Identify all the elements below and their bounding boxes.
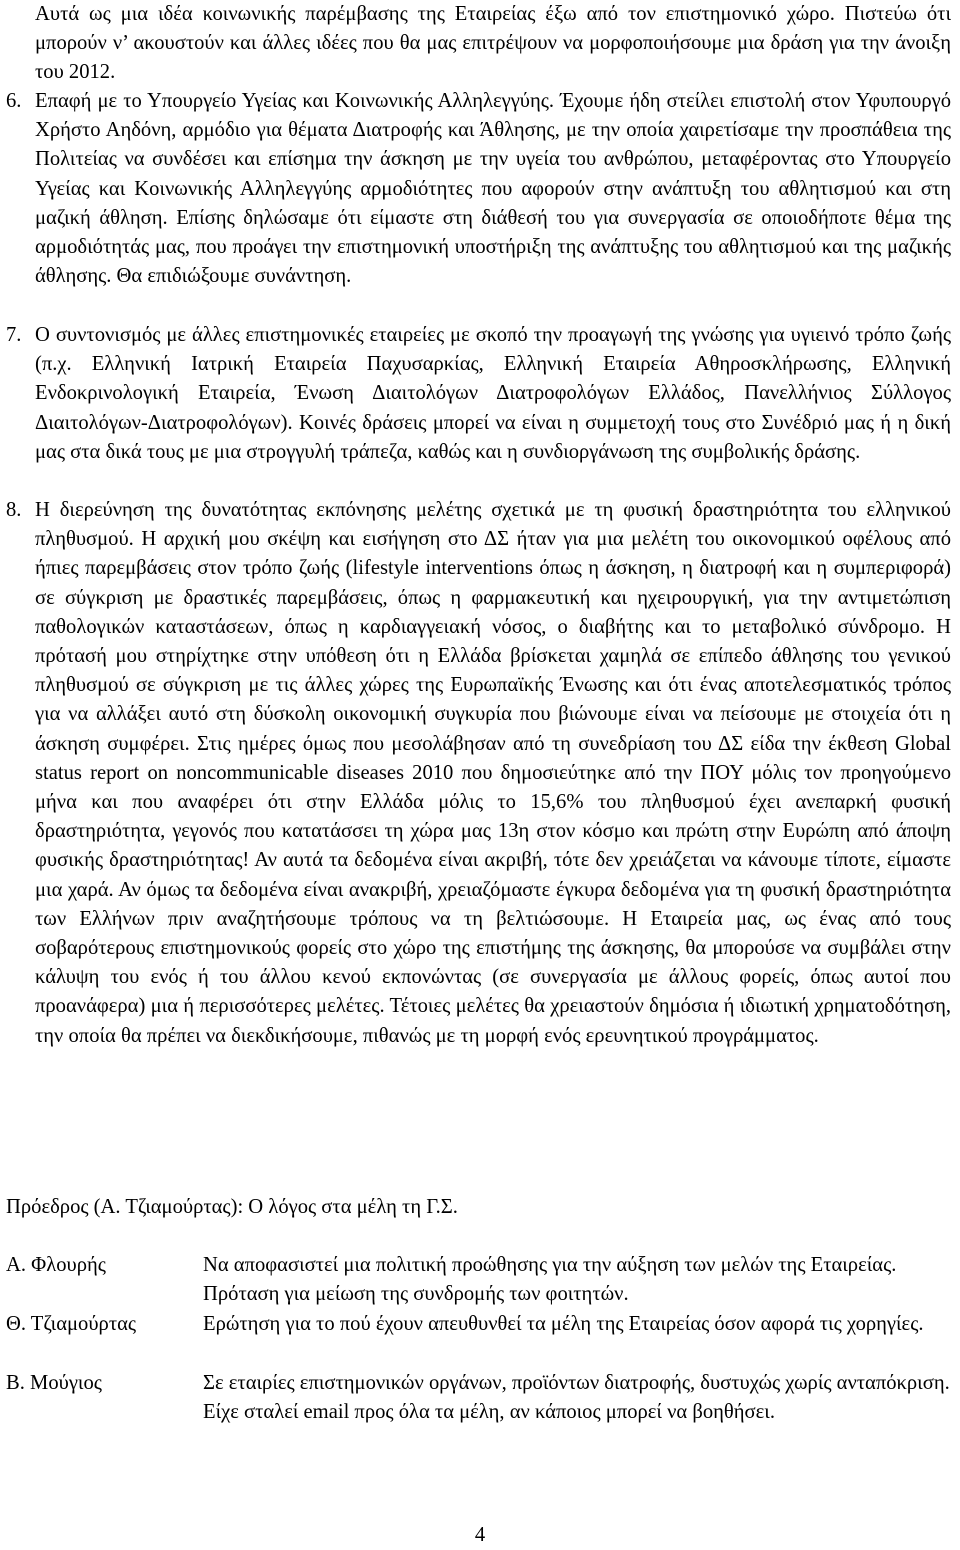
list-item-number: 6. [6, 90, 22, 112]
speaker-name: Α. Φλουρής [6, 1254, 106, 1276]
list-item-text: Η διερεύνηση της δυνατότητας εκπόνησης μελέτης σχετικά με τη φυσική δραστηριότητα του ελληνικού πληθυσμού. Η αρχική μου σκέψη και εισήγηση στο ΔΣ ήταν για μια μελέτη του οικονομικού οφέλους από ήπιες παρεμβάσεις στον τρόπο ζωής (lifestyle interventions όπως η άσκηση, η διατροφή και η συμπεριφορά) σε σύγκριση με δραστικές παρεμβάσεις, όπως η φαρμακευτική και ηχειρουργική, για την αντιμετώπιση παθολογικών καταστάσεων, όπως η καρδιαγγειακή νόσος, ο διαβήτης και το μεταβολικό σύνδρομο. Η πρότασή μου στηρίχτηκε στην υπόθεση ότι η Ελλάδα βρίσκεται χαμηλά σε επίπεδο άθλησης του γενικού πληθυσμού σε σύγκριση με τις άλλες χώρες της Ευρωπαϊκής Ένωσης και ότι ένας αποτελεσματικός τρόπος για να αλλάξει αυτό στη δύσκολη οικονομική συγκυρία που βιώνουμε είναι να πείσουμε με στοιχεία ότι η άσκηση συμφέρει. Στις ημέρες όμως που μεσολάβησαν από τη συνεδρίαση του ΔΣ είδα την έκθεση Global status report on noncommunicable diseases 2010 που δημοσιεύτηκε από την ΠΟΥ μόλις τον προηγούμενο μήνα και που αναφέρει ότι στην Ελλάδα μόλις το 15,6% του πληθυσμού έχει ανεπαρκή φυσική δραστηριότητα, γεγονός που κατατάσσει τη χώρα μας 13η στον κόσμο και πρώτη στην Ευρώπη από άποψη φυσικής δραστηριότητας! Αν αυτά τα δεδομένα είναι ακριβή, τότε δεν χρειάζεται να κάνουμε τίποτε, είμαστε μια χαρά. Αν όμως τα δεδομένα είναι ανακριβή, χρειαζόμαστε έγκυρα δεδομένα για τη φυσική δραστηριότητα των Ελλήνων πριν αναζητήσουμε τρόπους να τη βελτιώσουμε. Η Εταιρεία μας, ως ένας από τους σοβαρότερους επιστημονικούς φορείς στο χώρο της επιστήμης της άσκησης, θα μπορούσε να συμβάλει στην κάλυψη του ενός ή του άλλου κενού εκπονώντας (σε συνεργασία με άλλους φορείς, όπως αυτοί που προανάφερα) μια ή περισσότερες μελέτες. Τέτοιες μελέτες θα χρειαστούν δημόσια ή ιδιωτική χρηματοδότηση, την οποία θα πρέπει να διεκδικήσουμε, πιθανώς με τη μορφή ενός ερευνητικού προγράμματος. [35, 499, 951, 1047]
speaker-statement: Σε εταιρίες επιστημονικών οργάνων, προϊόντων διατροφής, δυστυχώς χωρίς ανταπόκριση. Είχε σταλεί email προς όλα τα μέλη, αν κάποιος μπορεί να βοηθήσει. [203, 1372, 950, 1424]
page-number: 4 [474, 1524, 486, 1546]
speaker-statement: Ερώτηση για το πού έχουν απευθυνθεί τα μέλη της Εταιρείας όσον αφορά τις χορηγίες. [203, 1313, 924, 1335]
intro-paragraph: Αυτά ως μια ιδέα κοινωνικής παρέμβασης της Εταιρείας έξω από τον επιστημονικό χώρο. Πιστεύω ότι μπορούν ν’ ακουστούν και άλλες ιδέες που θα μας επιτρέψουν να μορφοποιήσουμε μια δράση για την άνοιξη του 2012. [35, 3, 951, 84]
list-item-number: 8. [6, 499, 22, 521]
list-item-number: 7. [6, 324, 22, 346]
speaker-statement: Να αποφασιστεί μια πολιτική προώθησης για την αύξηση των μελών της Εταιρείας. Πρόταση για μείωση της συνδρομής των φοιτητών. [203, 1254, 897, 1306]
list-item-text: Επαφή με το Υπουργείο Υγείας και Κοινωνικής Αλληλεγγύης. Έχουμε ήδη στείλει επιστολή στον Υφυπουργό Χρήστο Αηδόνη, αρμόδιο για θέματα Διατροφής και Άθλησης, με την οποία χαιρετίσαμε την προσπάθεια της Πολιτείας να συνδέσει και επίσημα την άσκηση με την υγεία του ανθρώπου, μεταφέροντας στο Υπουργείο Υγείας και Κοινωνικής Αλληλεγγύης αρμοδιότητες που αφορούν στην ανάπτυξη του αθλητισμού και στη μαζική άθληση. Επίσης δηλώσαμε ότι είμαστε στη διάθεσή του για συνεργασία σε οποιοδήποτε θέμα της αρμοδιότητάς μας, που προάγει την επιστημονική υποστήριξη της ανάπτυξης του αθλητισμού και της μαζικής άθλησης. Θα επιδιώξουμε συνάντηση. [35, 90, 951, 288]
chair-statement: Πρόεδρος (Α. Τζιαμούρτας): Ο λόγος στα μέλη τη Γ.Σ. [6, 1196, 458, 1218]
list-item-text: Ο συντονισμός με άλλες επιστημονικές εταιρείες με σκοπό την προαγωγή της γνώσης για υγιεινό τρόπο ζωής (π.χ. Ελληνική Ιατρική Εταιρεία Παχυσαρκίας, Ελληνική Εταιρεία Αθηροσκλήρωσης, Ελληνική Ενδοκρινολογική Εταιρεία, Ένωση Διαιτολόγων Διατροφολόγων Ελλάδος, Πανελλήνιος Σύλλογος Διαιτολόγων-Διατροφολόγων). Κοινές δράσεις μπορεί να είναι η συμμετοχή τους στο Συνέδριό μας ή η δική μας στα δικά τους με μια στρογγυλή τράπεζα, καθώς και η συνδιοργάνωση της συμβολικής δράσης. [35, 324, 951, 463]
speaker-name: Β. Μούγιος [6, 1372, 102, 1394]
speaker-name: Θ. Τζιαμούρτας [6, 1313, 137, 1335]
